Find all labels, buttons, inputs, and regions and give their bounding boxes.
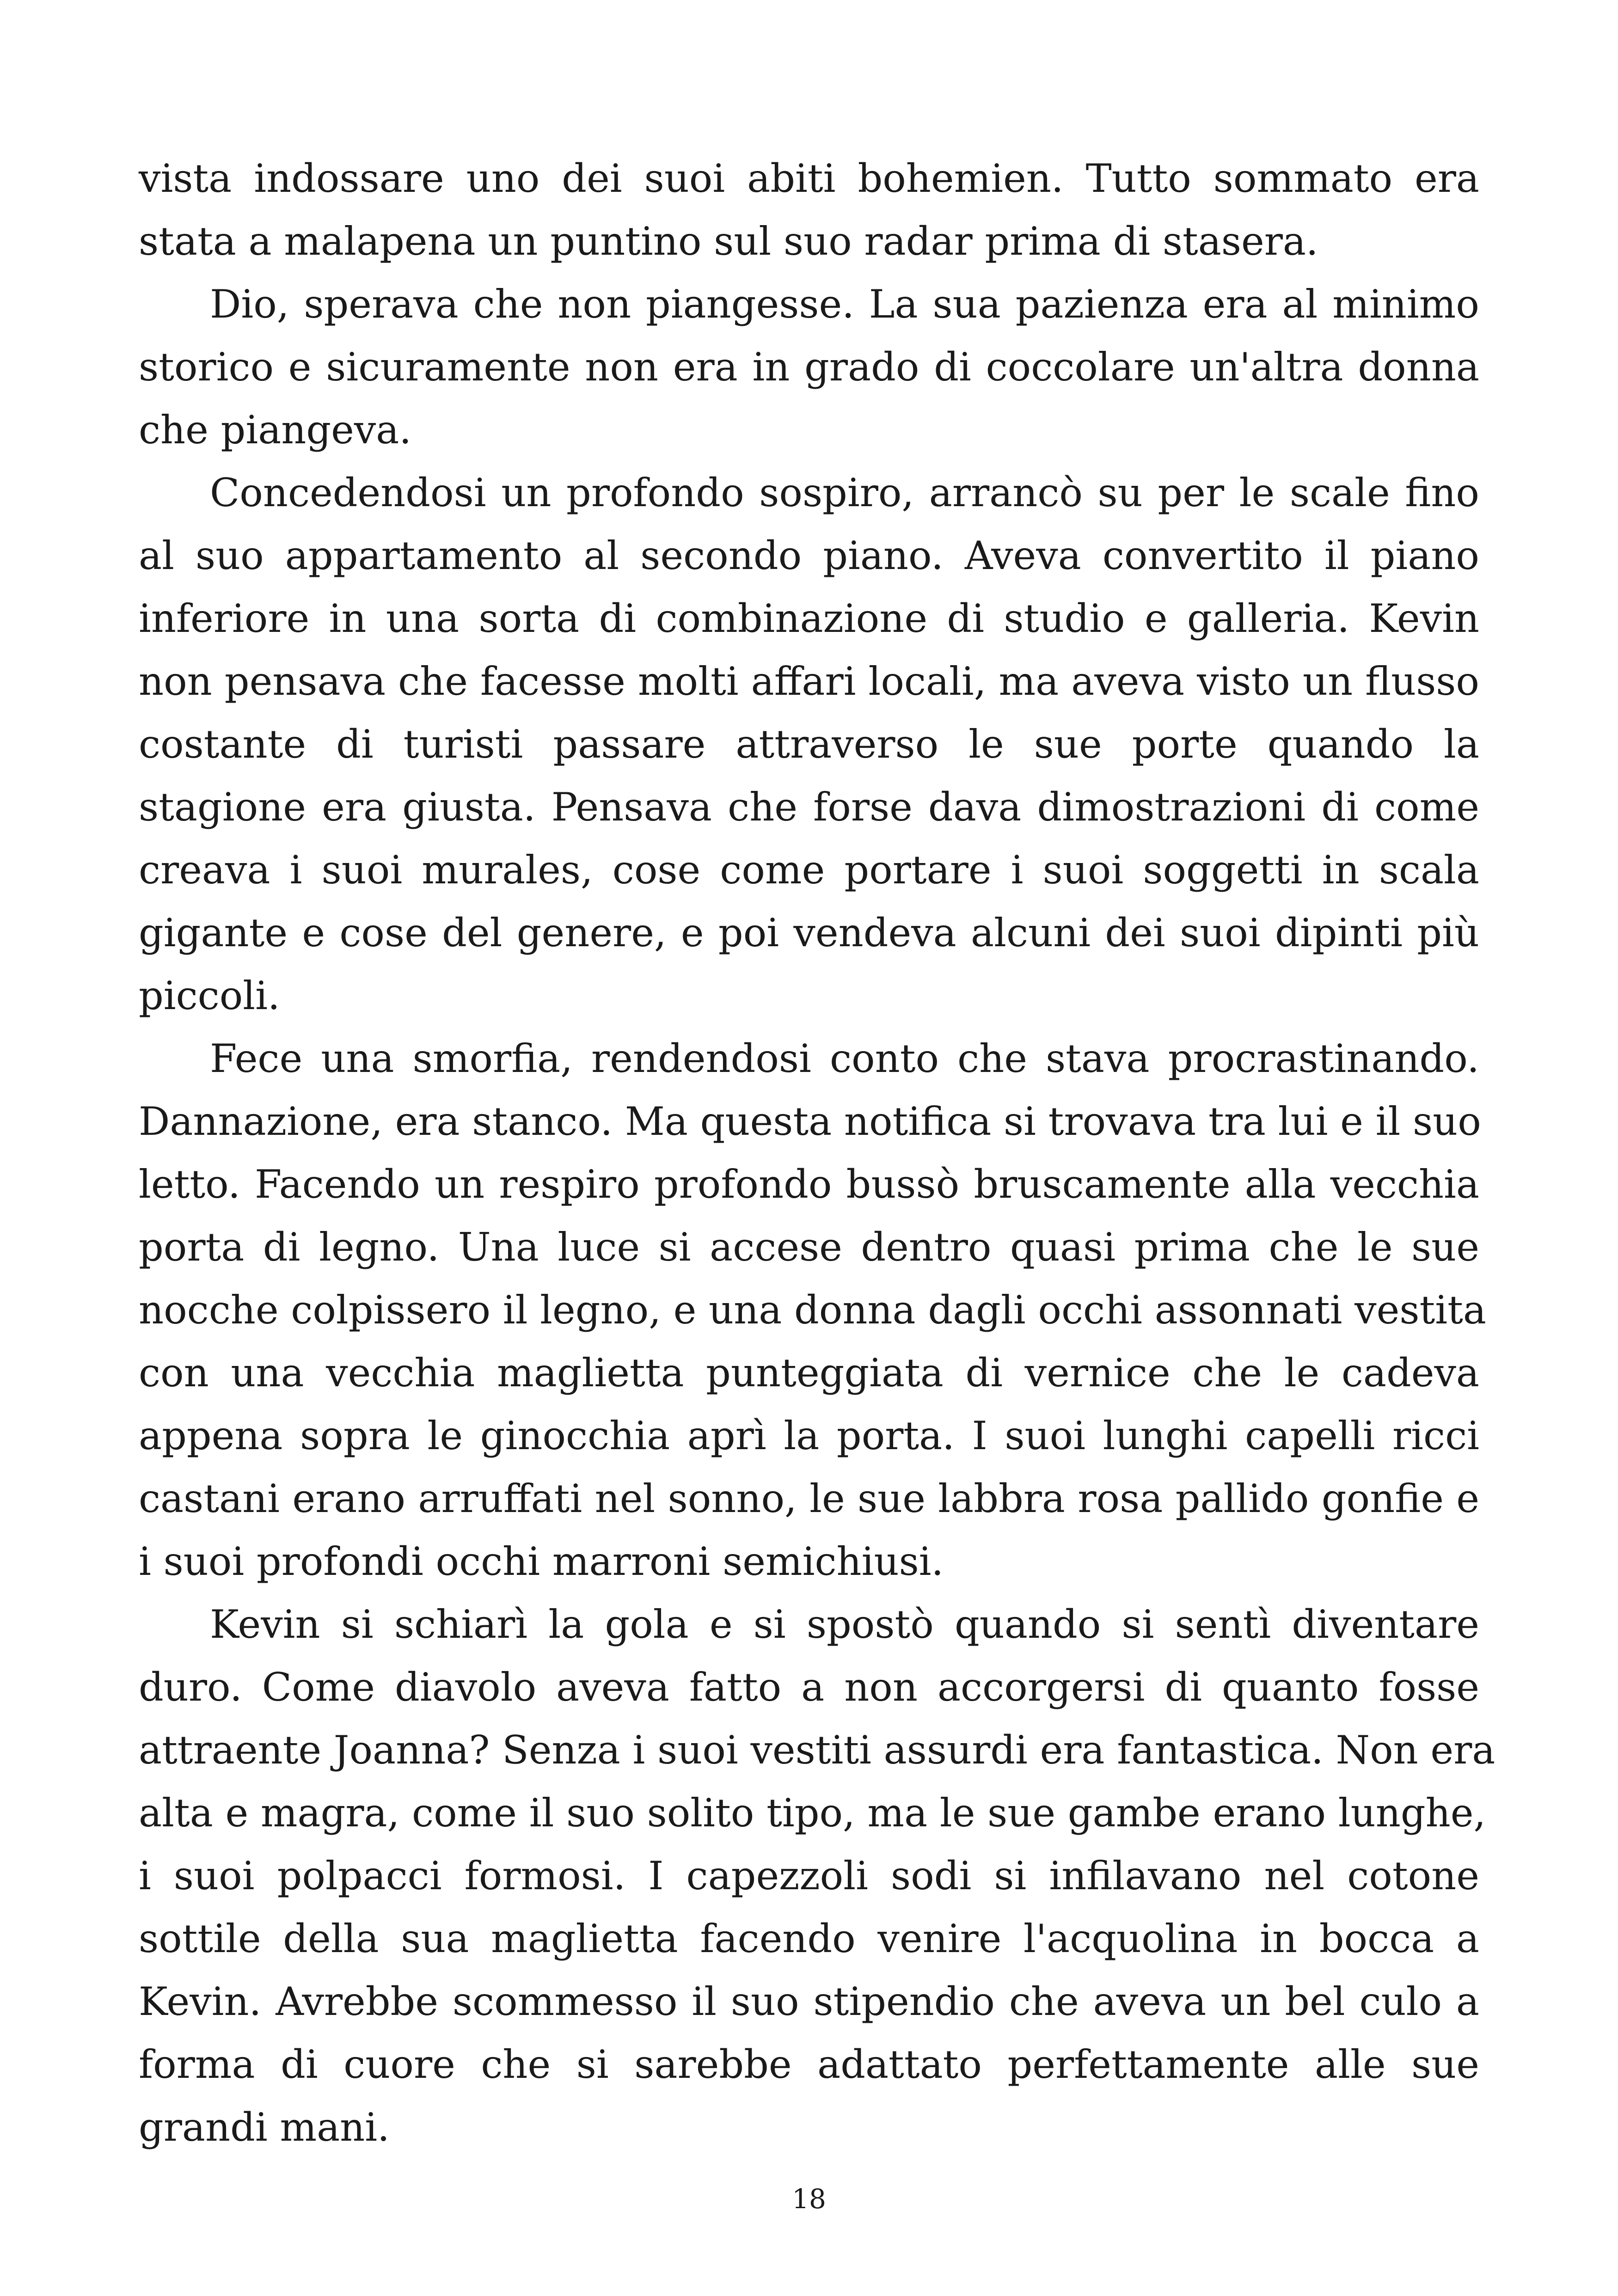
text-line: nocche colpissero il legno, e una donna dagli occhi assonnati vestita (139, 1287, 1486, 1333)
text-line: grandi mani. (139, 2105, 390, 2150)
text-line: storico e sicuramente non era in grado di coccolare un'altra donna (139, 344, 1479, 390)
text-line: attraente Joanna? Senza i suoi vestiti assurdi era fantastica. Non era (139, 1727, 1495, 1773)
text-line: stata a malapena un puntino sul suo radar prima di stasera. (139, 219, 1318, 264)
text-line: che piangeva. (139, 407, 412, 453)
text-line: Concedendosi un profondo sospiro, arrancò su per le scale fino (210, 470, 1479, 515)
page-number: 18 (792, 2183, 826, 2215)
paragraph (139, 1027, 1486, 1593)
text-line: Fece una smorfia, rendendosi conto che stava procrastinando. (210, 1036, 1479, 1081)
text-line: Dio, sperava che non piangesse. La sua pazienza era al minimo (210, 282, 1479, 327)
text-line: stagione era giusta. Pensava che forse dava dimostrazioni di come (139, 784, 1479, 830)
text-line: con una vecchia maglietta punteggiata di vernice che le cadeva (139, 1350, 1479, 1396)
text-line: inferiore in una sorta di combinazione di studio e galleria. Kevin (139, 596, 1479, 641)
paragraph (139, 147, 1479, 273)
text-line: non pensava che facesse molti affari locali, ma aveva visto un flusso (139, 659, 1479, 704)
text-line: castani erano arruffati nel sonno, le sue labbra rosa pallido gonfie e (139, 1476, 1479, 1521)
paragraph (139, 273, 1479, 461)
text-line: al suo appartamento al secondo piano. Aveva convertito il piano (139, 533, 1479, 578)
text-line: i suoi profondi occhi marroni semichiusi. (139, 1539, 944, 1584)
text-line: duro. Come diavolo aveva fatto a non accorgersi di quanto fosse (139, 1665, 1479, 1710)
text-line: Kevin si schiarì la gola e si spostò quando si sentì diventare (210, 1602, 1479, 1647)
text-line: alta e magra, come il suo solito tipo, ma le sue gambe erano lunghe, (139, 1790, 1486, 1836)
text-line: porta di legno. Una luce si accese dentro quasi prima che le sue (139, 1225, 1479, 1270)
text-line: letto. Facendo un respiro profondo bussò bruscamente alla vecchia (139, 1162, 1479, 1207)
paragraph (139, 461, 1479, 1027)
text-line: piccoli. (139, 973, 280, 1018)
text-line: forma di cuore che si sarebbe adattato perfettamente alle sue (139, 2042, 1479, 2087)
text-line: Kevin. Avrebbe scommesso il suo stipendio che aveva un bel culo a (139, 1979, 1479, 2024)
text-line: Dannazione, era stanco. Ma questa notifica si trovava tra lui e il suo (139, 1099, 1481, 1144)
text-line: gigante e cose del genere, e poi vendeva alcuni dei suoi dipinti più (139, 910, 1479, 955)
text-line: creava i suoi murales, cose come portare i suoi soggetti in scala (139, 847, 1479, 893)
text-line: sottile della sua maglietta facendo venire l'acquolina in bocca a (139, 1916, 1479, 1961)
paragraph (139, 1593, 1495, 2159)
text-line: i suoi polpacci formosi. I capezzoli sodi si infilavano nel cotone (139, 1853, 1479, 1898)
text-line: costante di turisti passare attraverso le sue porte quando la (139, 722, 1479, 767)
text-line: appena sopra le ginocchia aprì la porta. I suoi lunghi capelli ricci (139, 1413, 1479, 1458)
text-line: vista indossare uno dei suoi abiti bohemien. Tutto sommato era (139, 156, 1479, 201)
body-text (139, 147, 1495, 2159)
